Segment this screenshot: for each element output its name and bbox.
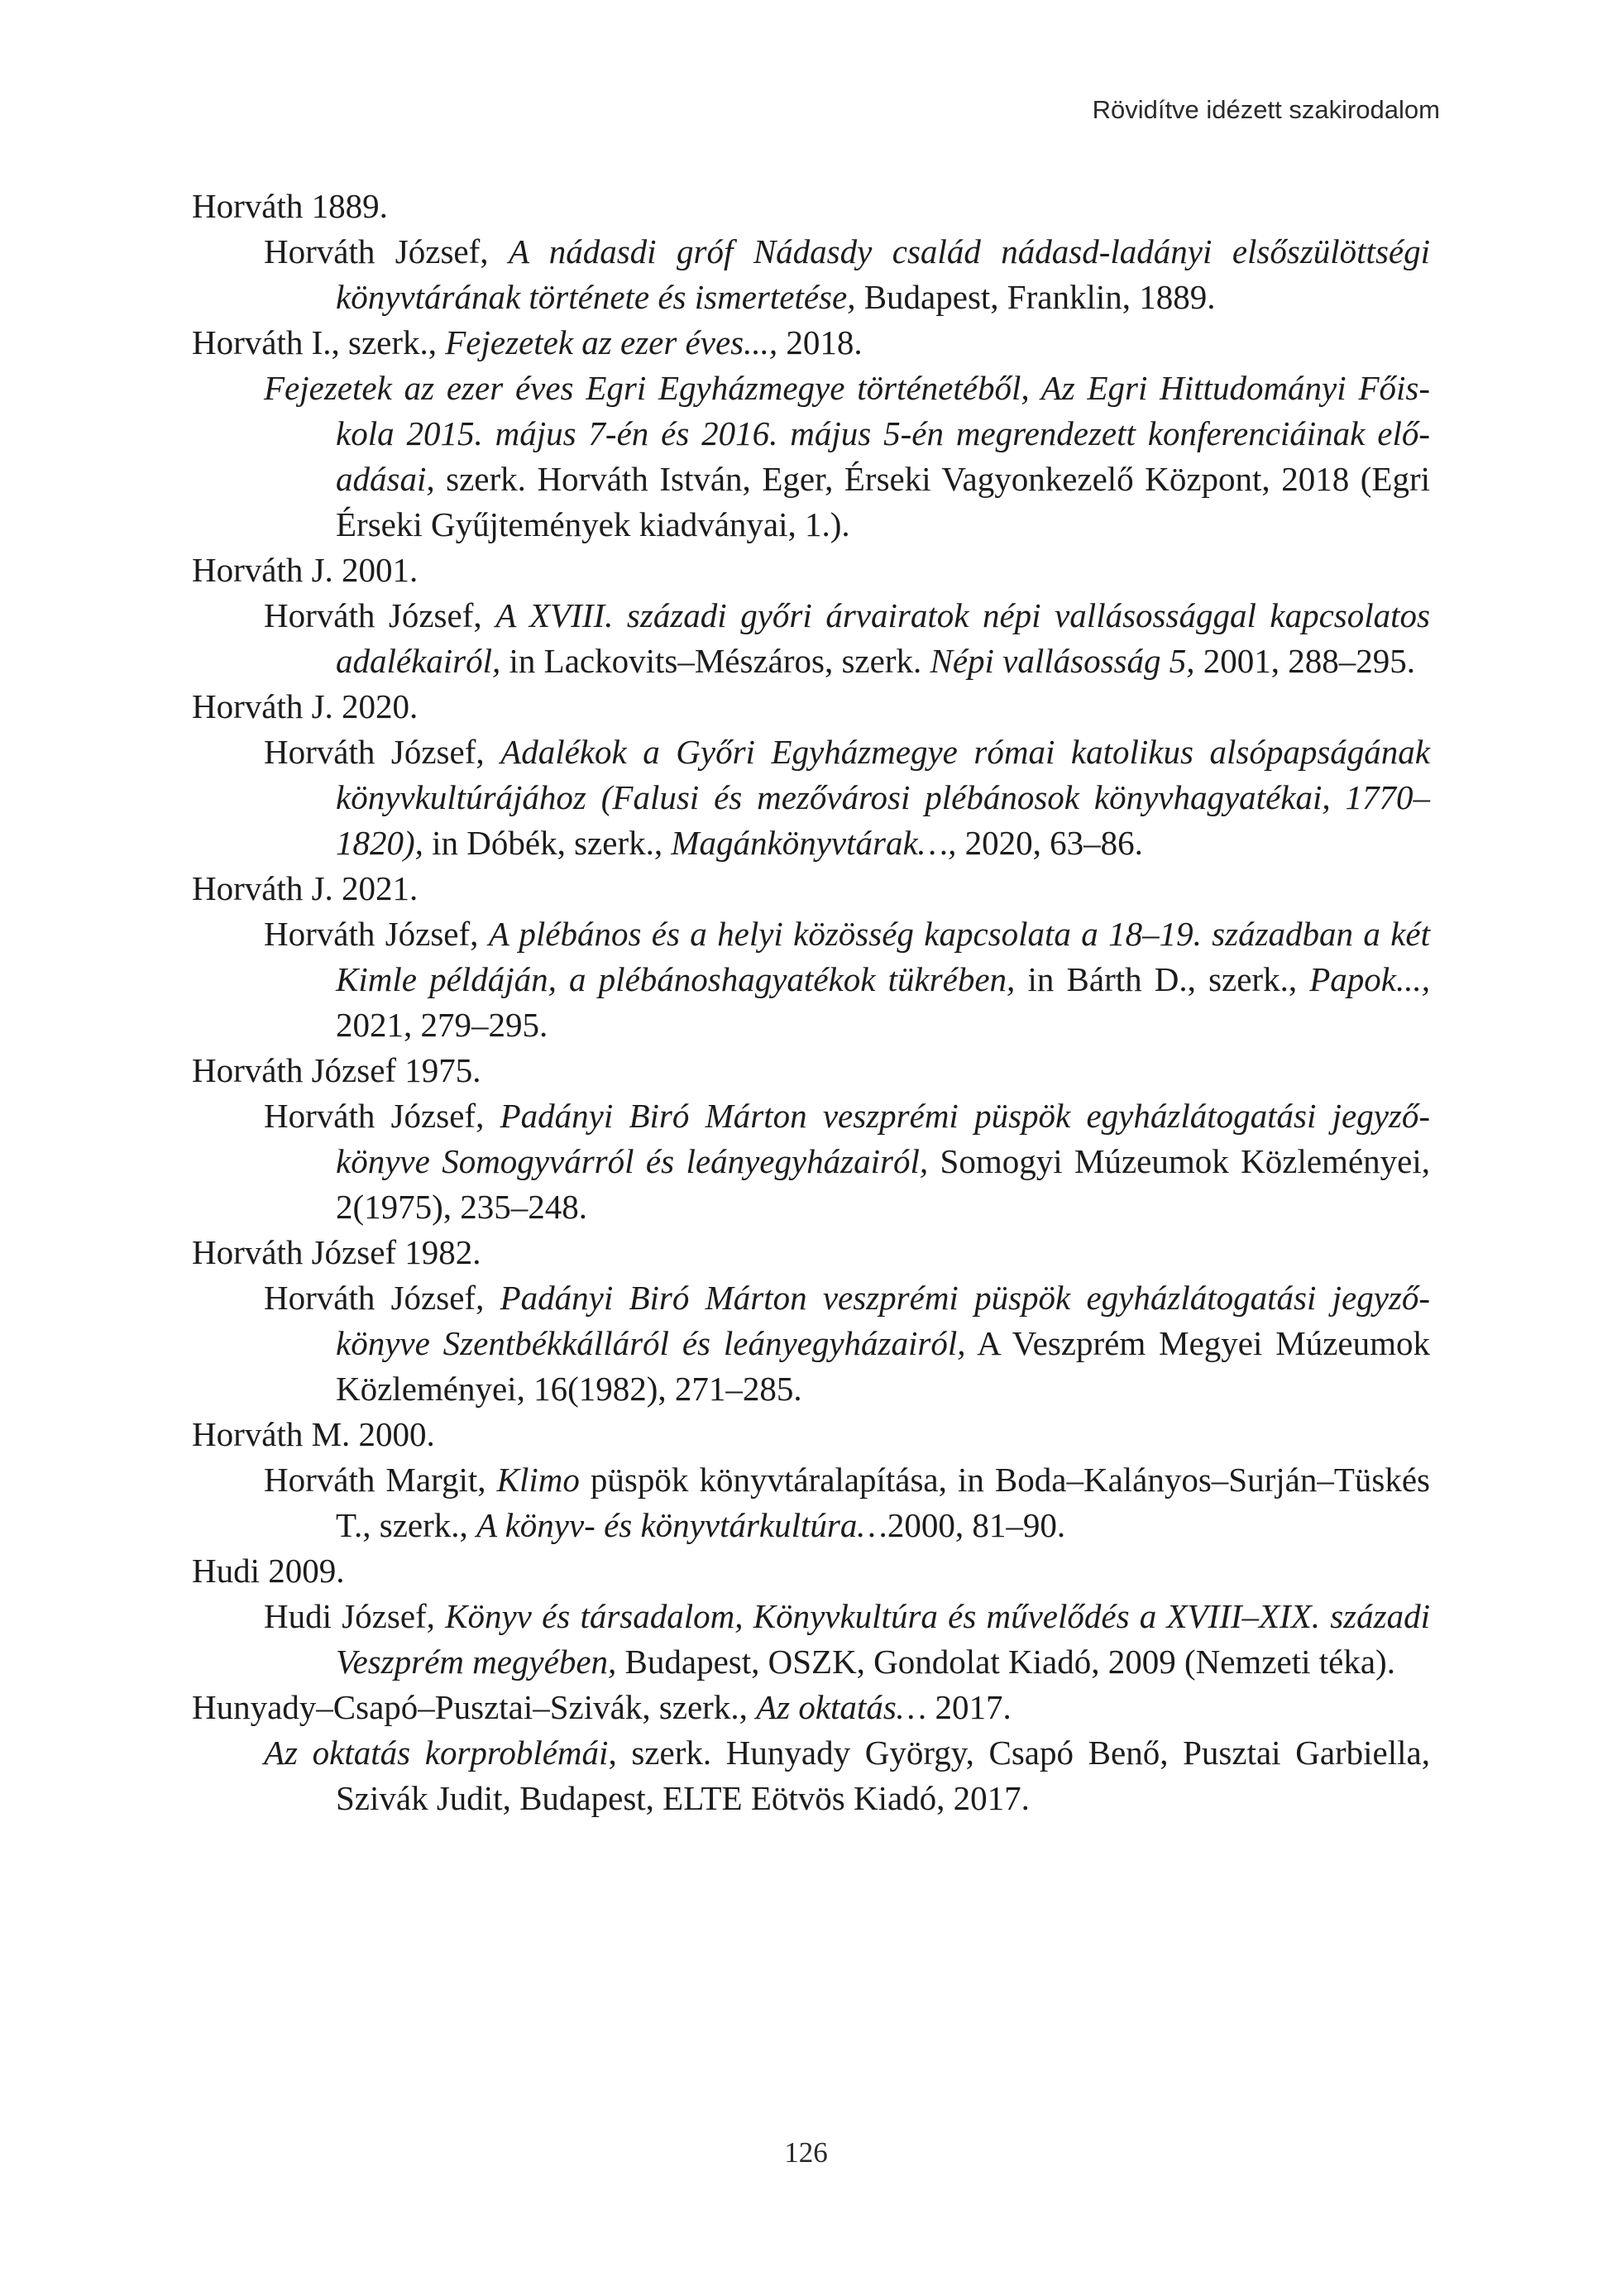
text-run: 2001, 288–295. (1194, 642, 1416, 680)
text-run: in Bárth D., szerk., (1015, 960, 1310, 998)
entry-full-citation (192, 729, 1430, 866)
entry-full-citation (192, 1093, 1430, 1230)
text-run: Horváth József 1975. (192, 1051, 481, 1089)
italic-title-run: A plébános és a helyi közösség kapcsolata a 18–19. században a két Kimle példáján, a plébánoshagyatékok tükrében, (336, 915, 1430, 998)
bibliography-entry (192, 548, 1430, 684)
entry-short-title (192, 548, 1430, 593)
text-run: 2017. (926, 1688, 1012, 1726)
running-header: Rövidítve idézett szakirodalom (1092, 95, 1440, 124)
bibliography-entry (192, 320, 1430, 548)
bibliography-entry (192, 684, 1430, 866)
text-run: , szerk. Hunyady György, Csapó Benő, Pusztai Garbiella, Szivák Judit, Budapest, ELTE Eötvös Kiadó, 2017. (336, 1734, 1430, 1817)
entry-short-title (192, 1412, 1430, 1457)
page-number: 126 (784, 2136, 828, 2169)
text-run: szerk. Horváth István, Eger, Érseki Vagyonkezelő Központ, 2018 (Egri Érseki Gyűjtemények kiadványai, 1.). (336, 460, 1430, 543)
text-run: Horváth Margit, (264, 1461, 497, 1499)
italic-title-run: Padányi Biró Márton veszprémi püspök egyházlátogatási jegyzőkönyve Somogyvárról és leányegyházairól, (336, 1097, 1430, 1180)
entry-short-title (192, 184, 1430, 229)
italic-title-run: A nádasdi gróf Nádasdy család nádasd-ladányi elsőszülöttségi könyvtárának története és ismertetése, (336, 232, 1430, 316)
italic-title-run: Klimo (496, 1461, 580, 1499)
bibliography-entry (192, 1548, 1430, 1685)
entry-full-citation (192, 1457, 1430, 1548)
entry-short-title (192, 1548, 1430, 1594)
entry-full-citation (192, 1275, 1430, 1412)
text-run: Somogyi Múzeumok Közleményei, 2(1975), 235–248. (336, 1142, 1430, 1226)
italic-title-run: Fejezetek az ezer éves..., (445, 323, 778, 361)
text-run: Horváth József, (264, 1279, 500, 1317)
text-run: 2021, 279–295. (336, 1006, 548, 1044)
entry-short-title (192, 1685, 1430, 1730)
entry-full-citation (192, 229, 1430, 320)
italic-title-run: Magánkönyvtárak…, (671, 824, 957, 862)
text-run: A Veszprém Megyei Múzeumok Közleményei, 16(1982), 271–285. (336, 1324, 1430, 1408)
text-run: 2000, 81–90. (887, 1506, 1066, 1544)
text-run: Horváth I., szerk., (192, 323, 446, 361)
entry-full-citation (192, 911, 1430, 1048)
italic-title-run: Könyv és társadalom, Könyvkultúra és művelődés a XVIII–XIX. századi Veszprém megyében, (336, 1597, 1430, 1681)
text-run: 2020, 63–86. (956, 824, 1143, 862)
entry-short-title (192, 320, 1430, 366)
bibliography-entry (192, 1048, 1430, 1230)
italic-title-run: Adalékok a Győri Egyházmegye római katolikus alsópapságának könyvkultúrájához (Falusi és mezővárosi plébánosok könyvhagyatékai, 1770–1820), (336, 733, 1430, 862)
italic-title-run: Papok..., (1309, 960, 1430, 998)
bibliography-entry (192, 1685, 1430, 1821)
text-run: püspök könyvtáralapítása, in Boda–Kalányos–Surján–Tüskés T., szerk., (336, 1461, 1431, 1544)
entry-short-title (192, 1048, 1430, 1093)
entry-full-citation (192, 366, 1430, 548)
italic-title-run: Padányi Biró Márton veszprémi püspök egyházlátogatási jegyzőkönyve Szentbékkálláról és leányegyházairól, (336, 1279, 1430, 1362)
text-run: Hudi József, (264, 1597, 446, 1635)
entry-full-citation (192, 1594, 1430, 1685)
bibliography-list (192, 184, 1430, 1821)
text-run: Horváth József, (264, 232, 509, 270)
text-run: in Lackovits–Mészáros, szerk. (500, 642, 930, 680)
entry-short-title (192, 1230, 1430, 1275)
text-run: Horváth József, (264, 1097, 500, 1135)
italic-title-run: Fejezetek az ezer éves Egri Egyházmegye történetéből, Az Egri Hittudományi Főiskola 2015. május 7-én és 2016. május 5-én megrendezett konferenciáinak előadásai, (264, 369, 1430, 498)
italic-title-run: A könyv- és könyvtárkultúra… (476, 1506, 887, 1544)
text-run: Budapest, OSZK, Gondolat Kiadó, 2009 (Nemzeti téka). (616, 1643, 1395, 1681)
text-run: Horváth 1889. (192, 187, 388, 225)
entry-full-citation (192, 593, 1430, 684)
italic-title-run: Az oktatás korproblémái (264, 1734, 609, 1772)
bibliography-entry (192, 184, 1430, 320)
text-run: Horváth J. 2020. (192, 687, 419, 725)
text-run: Horváth József, (264, 733, 501, 771)
text-run: Horváth J. 2001. (192, 551, 419, 589)
bibliography-entry (192, 1412, 1430, 1548)
entry-short-title (192, 866, 1430, 911)
italic-title-run: Népi vallásosság 5, (930, 642, 1195, 680)
text-run: Horváth M. 2000. (192, 1415, 435, 1453)
text-run: Horváth József, (264, 596, 496, 634)
text-run: Horváth József, (264, 915, 489, 953)
text-run: Budapest, Franklin, 1889. (855, 278, 1216, 316)
entry-full-citation (192, 1730, 1430, 1821)
text-run: 2018. (777, 323, 863, 361)
bibliography-entry (192, 866, 1430, 1048)
italic-title-run: Az oktatás… (756, 1688, 927, 1726)
entry-short-title (192, 684, 1430, 729)
text-run: Horváth J. 2021. (192, 869, 419, 907)
text-run: Hudi 2009. (192, 1552, 345, 1590)
text-run: Hunyady–Csapó–Pusztai–Szivák, szerk., (192, 1688, 757, 1726)
bibliography-entry (192, 1230, 1430, 1412)
text-run: Horváth József 1982. (192, 1233, 481, 1271)
text-run: in Dóbék, szerk., (423, 824, 672, 862)
italic-title-run: A XVIII. századi győri árvairatok népi vallásossággal kapcsolatos adalékairól, (336, 596, 1430, 680)
